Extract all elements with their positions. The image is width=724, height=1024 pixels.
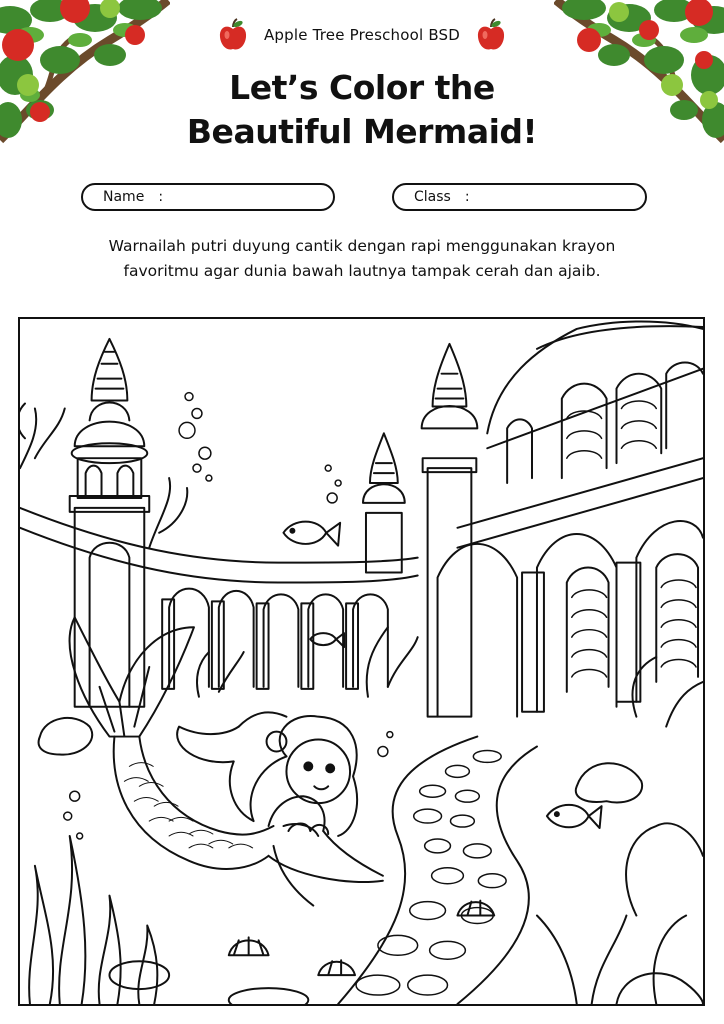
colonnade-wall — [20, 508, 418, 689]
palace-building — [438, 321, 703, 716]
apple-icon — [476, 18, 506, 52]
mermaid-coloring-illustration — [18, 317, 705, 1006]
title-line-2: Beautiful Mermaid! — [186, 112, 538, 151]
left-shell-tower — [70, 339, 150, 707]
seaweed-coral — [20, 404, 703, 1004]
school-header — [0, 17, 724, 53]
center-shell-tower — [363, 433, 405, 572]
right-shell-tower — [422, 344, 478, 717]
class-label: Class — [414, 189, 451, 205]
instructions-line-1: Warnailah putri duyung cantik dengan rapi menggunakan krayon — [108, 237, 616, 255]
name-label: Name — [103, 189, 145, 205]
title-line-1: Let’s Color the — [229, 68, 495, 107]
mermaid — [70, 617, 383, 905]
school-name: Apple Tree Preschool BSD — [263, 26, 461, 44]
apple-icon — [218, 18, 248, 52]
page-title — [0, 66, 724, 154]
instructions-line-2: favoritmu agar dunia bawah lautnya tampak cerah dan ajaib. — [123, 262, 601, 280]
name-separator: : — [158, 189, 164, 205]
name-field[interactable] — [81, 183, 335, 211]
pebble-path — [338, 737, 537, 1004]
instructions-text — [60, 234, 664, 284]
class-separator: : — [464, 189, 470, 205]
class-field[interactable] — [392, 183, 647, 211]
